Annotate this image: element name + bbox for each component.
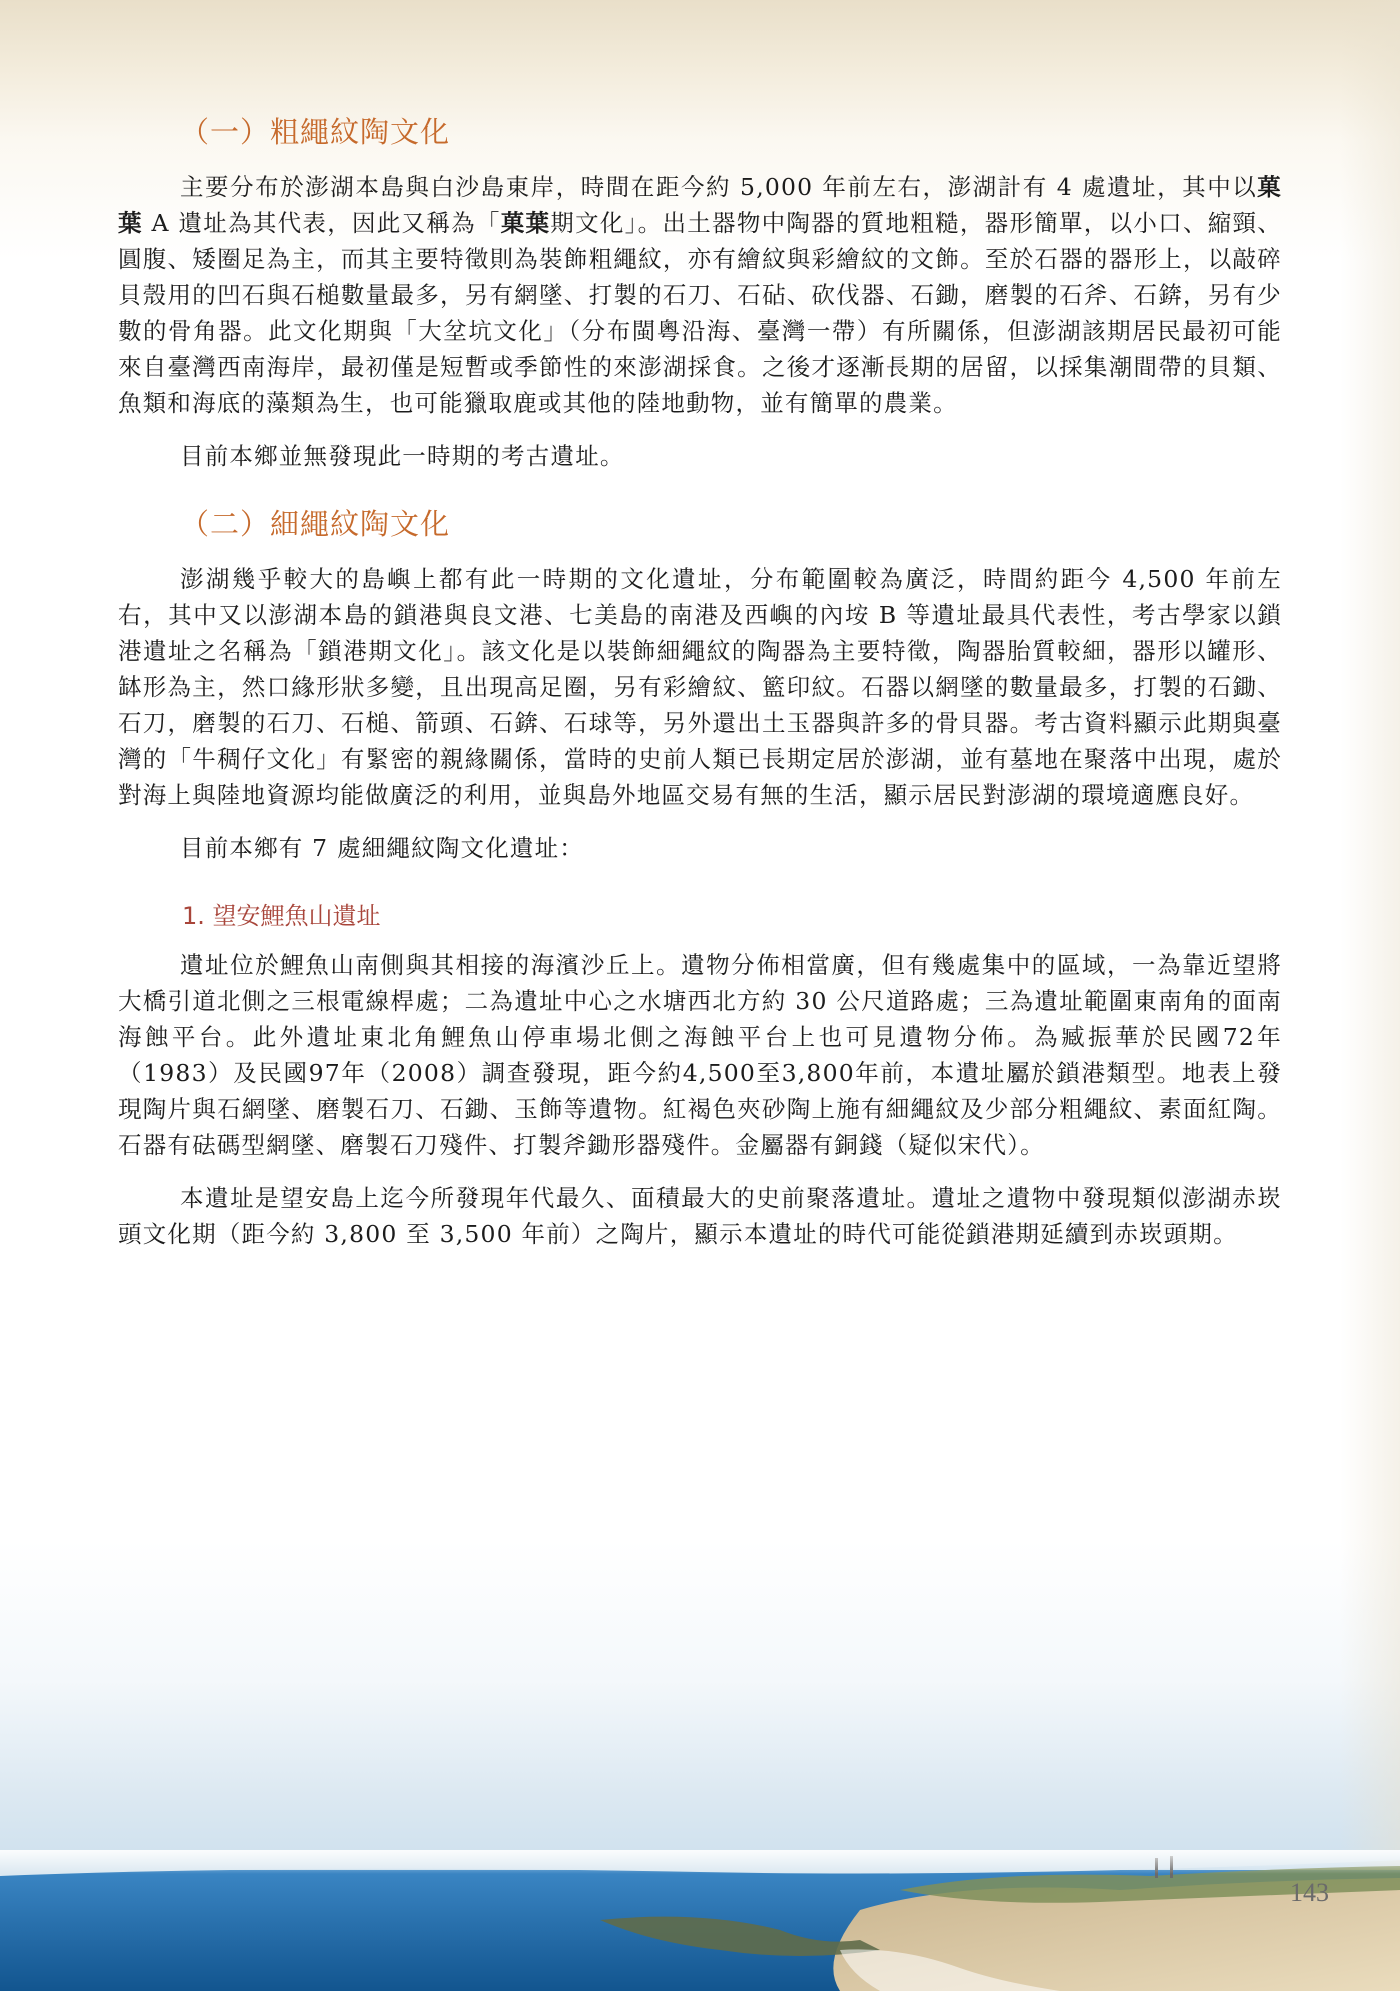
paragraph-coarse-cord-description [118, 169, 1282, 421]
bold-term: 菓葉 [118, 173, 1282, 237]
section-heading-coarse-cord: （一）粗繩紋陶文化 [180, 115, 451, 149]
paragraph-text: A 遺址為其代表，因此又稱為「 [142, 209, 501, 237]
paragraph-site-significance: 本遺址是望安島上迄今所發現年代最久、面積最大的史前聚落遺址。遺址之遺物中發現類似澎湖赤崁頭文化期（距今約 3,800 至 3,500 年前）之陶片，顯示本遺址的時代可能從鎖港期延續到赤崁頭期。 [118, 1184, 1282, 1248]
paragraph-text: 主要分布於澎湖本島與白沙島東岸，時間在距今約 5,000 年前左右，澎湖計有 4 處遺址，其中以 [180, 173, 1258, 201]
paragraph-text: 期文化」。出土器物中陶器的質地粗糙，器形簡單，以小口、縮頸、圓腹、矮圈足為主，而其主要特徵則為裝飾粗繩紋，亦有繪紋與彩繪紋的文飾。至於石器的器形上，以敲碎貝殼用的凹石與石槌數量最多，另有網墜、打製的石刀、石砧、砍伐器、石鋤，磨製的石斧、石錛，另有少數的骨角器。此文化期與「大坌坑文化」（分布閩粵沿海、臺灣一帶）有所關係，但澎湖該期居民最初可能來自臺灣西南海岸，最初僅是短暫或季節性的來澎湖採食。之後才逐漸長期的居留，以採集潮間帶的貝類、魚類和海底的藻類為生，也可能獵取鹿或其他的陸地動物，並有簡單的農業。 [118, 209, 1283, 417]
paragraph-coarse-cord-note: 目前本鄉並無發現此一時期的考古遺址。 [180, 442, 625, 470]
paragraph-site-description: 遺址位於鯉魚山南側與其相接的海濱沙丘上。遺物分佈相當廣，但有幾處集中的區域，一為靠近望將大橋引道北側之三根電線桿處；二為遺址中心之水塘西北方約 30 公尺道路處；三為遺址範圍東南角的面南海蝕平台。此外遺址東北角鯉魚山停車場北側之海蝕平台上也可見遺物分佈。為臧振華於民國72年（1983）及民國97年（2008）調查發現，距今約4,500至3,800年前，本遺址屬於鎖港類型。地表上發現陶片與石網墜、磨製石刀、石鋤、玉飾等遺物。紅褐色夾砂陶上施有細繩紋及少部分粗繩紋、素面紅陶。石器有砝碼型網墜、磨製石刀殘件、打製斧鋤形器殘件。金屬器有銅錢（疑似宋代）。 [118, 951, 1282, 1159]
site-heading-liyushan: 1. 望安鯉魚山遺址 [182, 902, 381, 930]
paragraph-fine-cord-note: 目前本鄉有 7 處細繩紋陶文化遺址： [180, 834, 584, 862]
paragraph-fine-cord-description: 澎湖幾乎較大的島嶼上都有此一時期的文化遺址，分布範圍較為廣泛，時間約距今 4,500 年前左右，其中又以澎湖本島的鎖港與良文港、七美島的南港及西嶼的內垵 B 等遺址最具代表性，考古學家以鎖港遺址之名稱為「鎖港期文化」。該文化是以裝飾細繩紋的陶器為主要特徵，陶器胎質較細，器形以罐形、缽形為主，然口緣形狀多變，且出現高足圈，另有彩繪紋、籃印紋。石器以網墜的數量最多，打製的石鋤、石刀，磨製的石刀、石槌、箭頭、石錛、石球等，另外還出土玉器與許多的骨貝器。考古資料顯示此期與臺灣的「牛稠仔文化」有緊密的親緣關係，當時的史前人類已長期定居於澎湖，並有墓地在聚落中出現，處於對海上與陸地資源均能做廣泛的利用，並與島外地區交易有無的生活，顯示居民對澎湖的環境適應良好。 [118, 565, 1282, 809]
page-content [118, 110, 1282, 1269]
page-number: 143 [1290, 1878, 1329, 1907]
coastal-scenery-image [0, 1850, 1400, 1991]
section-heading-fine-cord: （二）細繩紋陶文化 [180, 507, 451, 541]
bold-term: 菓葉 [500, 209, 551, 237]
